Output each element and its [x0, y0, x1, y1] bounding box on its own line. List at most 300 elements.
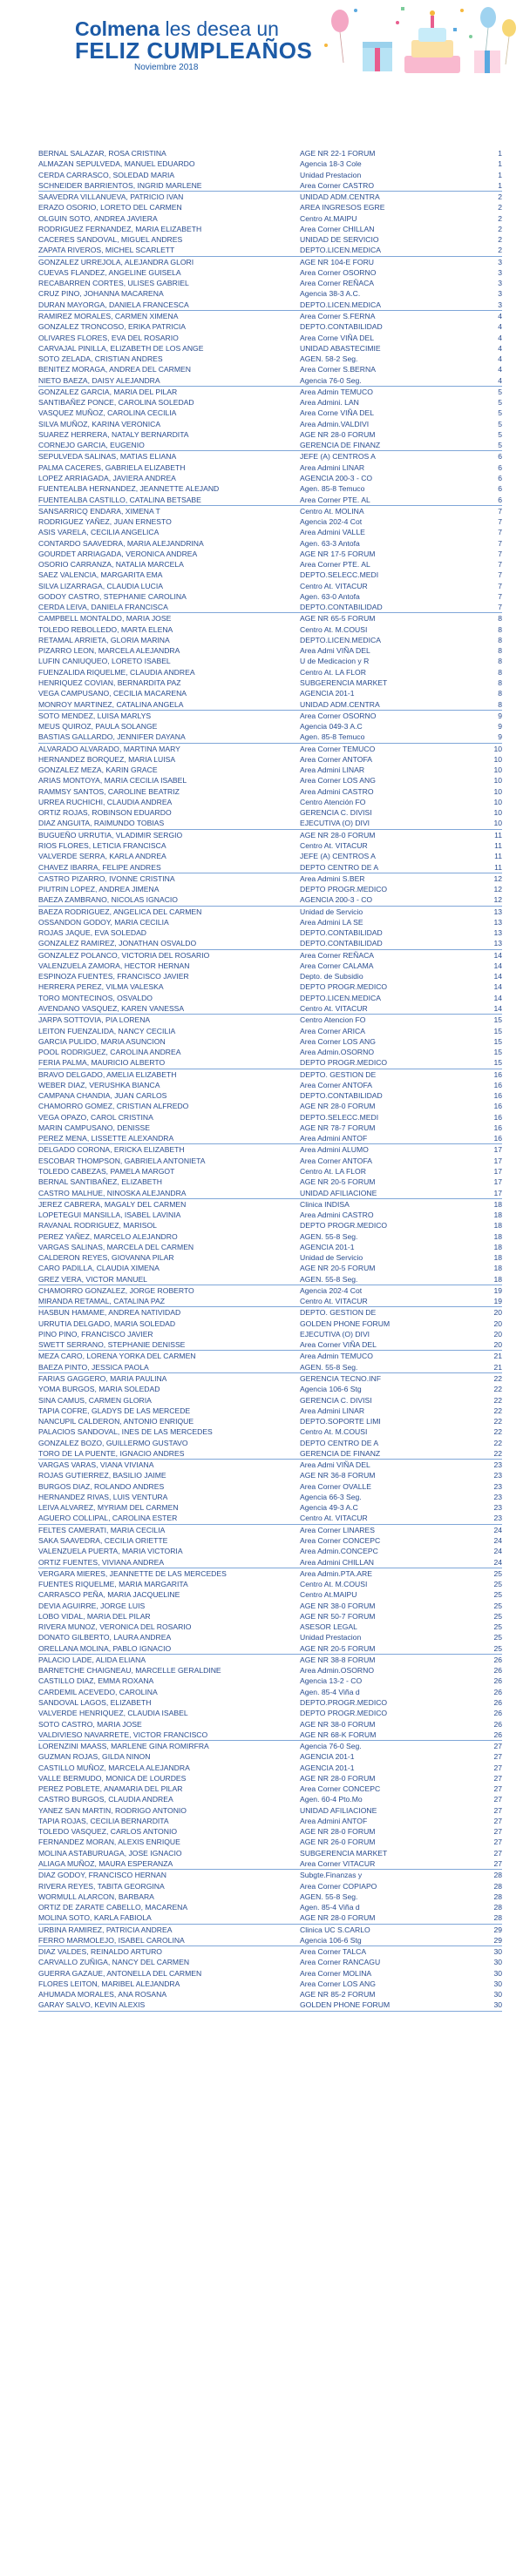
birthday-row: [38, 473, 502, 483]
birthday-day: 23: [493, 1481, 502, 1491]
birthday-day: 7: [498, 538, 502, 548]
birthday-row: [38, 721, 502, 732]
employee-unit: Centro At. VITACUR: [300, 1003, 368, 1013]
birthday-day: 29: [493, 1935, 502, 1945]
employee-unit: DEPTO.CONTABILIDAD: [300, 939, 383, 948]
employee-name: POOL RODRIGUEZ, CAROLINA ANDREA: [38, 1048, 181, 1057]
birthday-day: 27: [493, 1816, 502, 1825]
birthday-day: 27: [493, 1795, 502, 1804]
birthday-row: [38, 1557, 502, 1568]
birthday-day: 12: [493, 885, 502, 894]
birthday-day: 27: [493, 1773, 502, 1783]
employee-name: CALDERON REYES, GIOVANNA PILAR: [38, 1253, 174, 1263]
employee-name: CARVAJAL PINILLA, ELIZABETH DE LOS ANGE: [38, 343, 204, 353]
employee-unit: DEPTO.CONTABILIDAD: [300, 322, 383, 332]
employee-unit: Clinica INDISA: [300, 1199, 350, 1209]
employee-name: BENITEZ MORAGA, ANDREA DEL CARMEN: [38, 365, 191, 374]
birthday-row: [38, 1438, 502, 1448]
birthday-day: 18: [493, 1242, 502, 1251]
birthday-row: [38, 894, 502, 906]
birthday-day: 18: [493, 1231, 502, 1241]
employee-unit: AGENCIA 201-1: [300, 689, 355, 698]
employee-name: CASTRO PIZARRO, IVONNE CRISTINA: [38, 873, 175, 883]
birthday-row: [38, 1329, 502, 1339]
birthday-day: 14: [493, 972, 502, 981]
birthday-day: 10: [493, 744, 502, 753]
birthday-day: 26: [493, 1709, 502, 1718]
employee-unit: DEPTO PROGR.MEDICO: [300, 885, 388, 894]
employee-unit: DEPTO PROGR.MEDICO: [300, 1221, 388, 1231]
birthday-row: [38, 754, 502, 765]
employee-unit: Area Corner REÑACA: [300, 950, 375, 960]
employee-name: HENRIQUEZ COVIAN, BERNARDITA PAZ: [38, 678, 181, 688]
birthday-row: [38, 1784, 502, 1794]
birthday-row: [38, 1676, 502, 1686]
birthday-row: [38, 1426, 502, 1437]
birthday-row: [38, 1339, 502, 1351]
employee-unit: Area Corner OSORNO: [300, 267, 377, 277]
birthday-row: [38, 1968, 502, 1979]
employee-name: LOPETEGUI MANSILLA, ISABEL LAVINIA: [38, 1210, 181, 1220]
birthday-row: [38, 1589, 502, 1600]
employee-name: BUGUEÑO URRUTIA, VLADIMIR SERGIO: [38, 830, 183, 840]
birthday-row: [38, 1470, 502, 1480]
birthday-row: [38, 180, 502, 192]
employee-unit: AGE NR 78-7 FORUM: [300, 1123, 376, 1132]
employee-unit: Agencia 49-3 A.C: [300, 1503, 358, 1513]
birthday-row: [38, 1384, 502, 1394]
birthday-row: [38, 656, 502, 666]
employee-name: PALACIOS SANDOVAL, INES DE LAS MERCEDES: [38, 1427, 213, 1437]
birthday-day: 22: [493, 1448, 502, 1458]
employee-unit: UNIDAD ADM.CENTRA: [300, 699, 380, 709]
birthday-row: [38, 1395, 502, 1406]
employee-name: OLIVARES FLORES, EVA DEL ROSARIO: [38, 333, 179, 342]
birthday-row: [38, 1144, 502, 1155]
employee-unit: Area Admin TEMUCO: [300, 387, 373, 396]
birthday-row: [38, 1946, 502, 1957]
birthday-row: [38, 1902, 502, 1912]
birthday-day: 30: [493, 1979, 502, 1988]
employee-unit: UNIDAD AFILIACIONE: [300, 1805, 377, 1815]
employee-name: VARGAS SALINAS, MARCELA DEL CARMEN: [38, 1242, 194, 1251]
birthday-row: [38, 1925, 502, 1935]
employee-name: VALVERDE HENRIQUEZ, CLAUDIA ISABEL: [38, 1709, 188, 1718]
birthday-row: [38, 1601, 502, 1611]
birthday-row: [38, 1220, 502, 1231]
employee-name: HERRERA PEREZ, VILMA VALESKA: [38, 982, 164, 992]
employee-unit: Area Admini CHILLAN: [300, 1557, 375, 1567]
employee-name: DEVIA AGUIRRE, JORGE LUIS: [38, 1601, 146, 1610]
birthday-day: 17: [493, 1156, 502, 1165]
birthday-row: [38, 917, 502, 927]
birthday-day: 22: [493, 1385, 502, 1394]
employee-name: MONROY MARTINEZ, CATALINA ANGELA: [38, 699, 184, 709]
employee-unit: Depto. de Subsidio: [300, 972, 363, 981]
employee-name: GOURDET ARRIAGADA, VERONICA ANDREA: [38, 549, 198, 558]
employee-unit: Agencia 76-0 Seg.: [300, 375, 362, 385]
birthday-day: 6: [498, 484, 502, 494]
birthday-day: 22: [493, 1395, 502, 1405]
employee-name: VEGA OPAZO, CAROL CRISTINA: [38, 1112, 153, 1122]
employee-unit: AGE NR 28-0 FORUM: [300, 1102, 376, 1111]
birthday-day: 14: [493, 950, 502, 960]
employee-unit: Area Corner COPIAPO: [300, 1881, 377, 1891]
birthday-day: 11: [494, 852, 502, 861]
birthday-row: [38, 971, 502, 981]
birthday-row: [38, 1231, 502, 1242]
employee-unit: Agencia 66-3 Seg.: [300, 1492, 362, 1501]
birthday-row: [38, 1858, 502, 1870]
birthday-row: [38, 1892, 502, 1902]
employee-unit: Centro At. MOLINA: [300, 506, 364, 516]
birthday-row: [38, 387, 502, 397]
employee-unit: AREA INGRESOS EGRE: [300, 203, 385, 212]
birthday-day: 24: [493, 1547, 502, 1556]
employee-unit: DEPTO.LICEN.MEDICA: [300, 300, 381, 309]
birthday-day: 27: [493, 1858, 502, 1868]
birthday-row: [38, 1502, 502, 1513]
birthday-row: [38, 1837, 502, 1847]
employee-name: GONZALEZ POLANCO, VICTORIA DEL ROSARIO: [38, 950, 210, 960]
birthday-day: 25: [493, 1622, 502, 1632]
birthday-day: 9: [498, 732, 502, 742]
employee-unit: Clinica UC S.CARLO: [300, 1925, 370, 1934]
employee-unit: Agencia 76-0 Seg.: [300, 1742, 362, 1751]
birthday-day: 26: [493, 1676, 502, 1686]
employee-name: PINO PINO, FRANCISCO JAVIER: [38, 1329, 153, 1339]
birthday-day: 2: [498, 192, 502, 202]
birthday-day: 30: [493, 1968, 502, 1978]
birthday-row: [38, 213, 502, 224]
employee-name: GUZMAN ROJAS, GILDA NINON: [38, 1752, 151, 1762]
birthday-row: [38, 732, 502, 743]
birthday-day: 8: [498, 646, 502, 656]
birthday-day: 23: [493, 1503, 502, 1513]
birthday-row: [38, 873, 502, 884]
birthday-day: 28: [493, 1871, 502, 1880]
employee-unit: Centro At. M.COUSI: [300, 1580, 368, 1589]
birthday-row: [38, 1242, 502, 1252]
employee-name: ERAZO OSORIO, LORETO DEL CARMEN: [38, 203, 182, 212]
employee-unit: AGE NR 65-5 FORUM: [300, 614, 376, 624]
page-title: FELIZ CUMPLEAÑOS: [75, 37, 313, 64]
employee-unit: Area Admini LINAR: [300, 462, 365, 472]
birthday-day: 18: [493, 1221, 502, 1231]
birthday-day: 11: [494, 862, 502, 872]
birthday-row: [38, 950, 502, 961]
birthday-row: [38, 148, 502, 158]
employee-name: CASTRO MALHUE, NINOSKA ALEJANDRA: [38, 1188, 187, 1197]
employee-name: ORTIZ ROJAS, ROBINSON EDUARDO: [38, 808, 172, 818]
employee-unit: Centro At.MAIPU: [300, 213, 357, 223]
employee-name: VALENZUELA ZAMORA, HECTOR HERNAN: [38, 961, 190, 970]
birthday-day: 27: [493, 1784, 502, 1794]
employee-name: SCHNEIDER BARRIENTOS, INGRID MARLENE: [38, 180, 202, 190]
employee-name: CUEVAS FLANDEZ, ANGELINE GUISELA: [38, 267, 181, 277]
birthday-row: [38, 1643, 502, 1655]
birthday-day: 20: [493, 1329, 502, 1339]
employee-unit: Area Corner LOS ANG: [300, 776, 376, 786]
employee-unit: AGE NR 20-5 FORUM: [300, 1177, 376, 1187]
birthday-row: [38, 570, 502, 580]
birthday-row: [38, 192, 502, 202]
employee-name: TOLEDO CABEZAS, PAMELA MARGOT: [38, 1166, 175, 1176]
employee-unit: DEPTO PROGR.MEDICO: [300, 1709, 388, 1718]
birthday-row: [38, 581, 502, 591]
birthday-row: [38, 1492, 502, 1502]
employee-name: CARDEMIL ACEVEDO, CAROLINA: [38, 1687, 158, 1696]
birthday-day: 27: [493, 1742, 502, 1751]
birthday-row: [38, 1036, 502, 1047]
birthday-row: [38, 1362, 502, 1373]
birthday-row: [38, 1416, 502, 1426]
birthday-row: [38, 1655, 502, 1665]
birthday-row: [38, 818, 502, 829]
employee-name: GODOY CASTRO, STEPHANIE CAROLINA: [38, 591, 187, 601]
birthday-day: 10: [493, 786, 502, 796]
employee-unit: Area Corner CONCEPC: [300, 1784, 381, 1794]
birthday-day: 22: [493, 1427, 502, 1437]
employee-name: ESPINOZA FUENTES, FRANCISCO JAVIER: [38, 972, 189, 981]
employee-name: BERNAL SALAZAR, ROSA CRISTINA: [38, 149, 166, 158]
employee-name: NIETO BAEZA, DAISY ALEJANDRA: [38, 375, 160, 385]
birthday-day: 6: [498, 495, 502, 504]
employee-name: FLORES LEITON, MARIBEL ALEJANDRA: [38, 1979, 180, 1988]
employee-name: TAPIA ROJAS, CECILIA BERNARDITA: [38, 1816, 169, 1825]
birthday-row: [38, 170, 502, 180]
employee-unit: Area Corner PTE. AL: [300, 495, 370, 504]
employee-unit: AGE NR 28-0 FORUM: [300, 830, 376, 840]
employee-unit: Area Admini ANTOF: [300, 1816, 368, 1825]
birthday-day: 25: [493, 1633, 502, 1642]
birthday-row: [38, 495, 502, 506]
birthday-row: [38, 1015, 502, 1025]
employee-name: BAEZA PINTO, JESSICA PAOLA: [38, 1362, 149, 1372]
birthday-row: [38, 462, 502, 473]
birthday-table: [38, 148, 502, 2012]
birthday-day: 14: [493, 982, 502, 992]
birthday-day: 26: [493, 1666, 502, 1676]
employee-unit: Area Admini LA SE: [300, 917, 363, 927]
employee-name: AHUMADA MORALES, ANA ROSANA: [38, 1990, 167, 1999]
birthday-day: 4: [498, 354, 502, 364]
birthday-day: 30: [493, 1958, 502, 1967]
employee-unit: Agencia 202-4 Cot: [300, 517, 363, 527]
birthday-row: [38, 1057, 502, 1069]
employee-name: AGUERO COLLIPAL, CAROLINA ESTER: [38, 1514, 178, 1523]
employee-name: FARIAS GAGGERO, MARIA PAULINA: [38, 1374, 167, 1384]
employee-name: FELTES CAMERATI, MARIA CECILIA: [38, 1525, 166, 1534]
birthday-day: 7: [498, 570, 502, 580]
employee-unit: Agen. 85-8 Temuco: [300, 484, 365, 494]
employee-name: PEREZ POBLETE, ANAMARIA DEL PILAR: [38, 1784, 183, 1794]
birthday-day: 12: [493, 873, 502, 883]
birthday-day: 10: [493, 754, 502, 764]
employee-name: CHAMORRO GOMEZ, CRISTIAN ALFREDO: [38, 1102, 189, 1111]
birthday-day: 8: [498, 624, 502, 634]
employee-name: GONZALEZ GARCIA, MARIA DEL PILAR: [38, 387, 178, 396]
birthday-day: 6: [498, 473, 502, 482]
birthday-row: [38, 602, 502, 613]
employee-name: GREZ VERA, VICTOR MANUEL: [38, 1274, 147, 1284]
birthday-day: 10: [493, 819, 502, 828]
employee-unit: Unidad Prestacion: [300, 1633, 362, 1642]
employee-name: HERNANDEZ RIVAS, LUIS VENTURA: [38, 1492, 168, 1501]
employee-name: SWETT SERRANO, STEPHANIE DENISSE: [38, 1340, 186, 1350]
birthday-row: [38, 311, 502, 321]
birthday-day: 8: [498, 689, 502, 698]
birthday-day: 27: [493, 1838, 502, 1847]
birthday-row: [38, 1210, 502, 1220]
birthday-day: 16: [493, 1123, 502, 1132]
employee-unit: Area Admi VIÑA DEL: [300, 1460, 370, 1470]
birthday-day: 20: [493, 1340, 502, 1350]
employee-unit: AGE NR 22-1 FORUM: [300, 149, 376, 158]
employee-name: VALDIVIESO NAVARRETE, VICTOR FRANCISCO: [38, 1730, 208, 1739]
birthday-row: [38, 591, 502, 602]
employee-name: BAEZA ZAMBRANO, NICOLAS IGNACIO: [38, 895, 178, 905]
birthday-row: [38, 1373, 502, 1384]
employee-unit: DEPTO PROGR.MEDICO: [300, 982, 388, 992]
employee-unit: Unidad Prestacion: [300, 170, 362, 179]
employee-unit: Area Corner LOS ANG: [300, 1036, 376, 1046]
birthday-row: [38, 699, 502, 711]
birthday-day: 13: [493, 939, 502, 948]
employee-name: RETAMAL ARRIETA, GLORIA MARINA: [38, 635, 170, 644]
employee-name: PALACIO LADE, ALIDA ELIANA: [38, 1655, 146, 1664]
employee-name: SANSARRICQ ENDARA, XIMENA T: [38, 506, 160, 516]
birthday-day: 16: [493, 1069, 502, 1079]
page-subtitle: Noviembre 2018: [134, 63, 199, 72]
birthday-row: [38, 1188, 502, 1199]
employee-name: DURAN MAYORGA, DANIELA FRANCESCA: [38, 300, 189, 309]
employee-unit: AGENCIA 200-3 - CO: [300, 473, 373, 482]
birthday-row: [38, 257, 502, 267]
employee-unit: Area Admin.CONCEPC: [300, 1547, 378, 1556]
employee-unit: DEPTO.LICEN.MEDICA: [300, 635, 381, 644]
employee-name: ROJAS GUTIERREZ, BASILIO JAIME: [38, 1471, 166, 1480]
employee-unit: Area Admin.OSORNO: [300, 1048, 375, 1057]
birthday-day: 22: [493, 1438, 502, 1447]
birthday-row: [38, 158, 502, 169]
birthday-day: 26: [493, 1697, 502, 1707]
birthday-day: 19: [493, 1297, 502, 1306]
employee-unit: Agencia 106-6 Stg: [300, 1385, 362, 1394]
employee-name: BURGOS DIAZ, ROLANDO ANDRES: [38, 1481, 165, 1491]
employee-unit: EJECUTIVA (O) DIVI: [300, 1329, 370, 1339]
birthday-day: 10: [493, 797, 502, 806]
birthday-day: 15: [493, 1048, 502, 1057]
employee-name: ZAPATA RIVEROS, MICHEL SCARLETT: [38, 246, 175, 255]
employee-unit: Area Corner VIÑA DEL: [300, 1340, 377, 1350]
employee-unit: UNIDAD AFILIACIONE: [300, 1188, 377, 1197]
birthday-row: [38, 1252, 502, 1263]
birthday-row: [38, 744, 502, 754]
birthday-row: [38, 527, 502, 537]
birthday-day: 1: [498, 159, 502, 169]
employee-name: JEREZ CABRERA, MAGALY DEL CARMEN: [38, 1199, 187, 1209]
employee-name: WORMULL ALARCON, BARBARA: [38, 1892, 154, 1901]
employee-name: CERDA LEIVA, DANIELA FRANCISCA: [38, 603, 168, 612]
employee-unit: Area Corner REÑACA: [300, 279, 375, 288]
employee-unit: AGE NR 68-K FORUM: [300, 1730, 377, 1739]
birthday-day: 4: [498, 311, 502, 320]
birthday-row: [38, 1579, 502, 1589]
birthday-row: [38, 1763, 502, 1773]
birthday-row: [38, 1481, 502, 1492]
employee-name: CRUZ PINO, JOHANNA MACARENA: [38, 289, 164, 299]
birthday-row: [38, 645, 502, 656]
birthday-row: [38, 538, 502, 549]
employee-name: ASIS VARELA, CECILIA ANGELICA: [38, 528, 160, 537]
employee-name: TORO DE LA PUENTE, IGNACIO ANDRES: [38, 1448, 185, 1458]
employee-unit: DEPTO. GESTION DE: [300, 1308, 377, 1318]
employee-name: RODRIGUEZ FERNANDEZ, MARIA ELIZABETH: [38, 224, 202, 233]
birthday-day: 28: [493, 1903, 502, 1912]
employee-name: GARAY SALVO, KEVIN ALEXIS: [38, 2000, 146, 2010]
birthday-day: 20: [493, 1308, 502, 1318]
employee-name: JARPA SOTTOVIA, PIA LORENA: [38, 1015, 151, 1025]
birthday-row: [38, 1848, 502, 1858]
birthday-row: [38, 1935, 502, 1946]
birthday-day: 4: [498, 343, 502, 353]
birthday-day: 23: [493, 1492, 502, 1501]
birthday-day: 6: [498, 452, 502, 462]
birthday-day: 8: [498, 667, 502, 677]
employee-name: URREA RUCHICHI, CLAUDIA ANDREA: [38, 797, 173, 806]
employee-unit: Agen. 85-8 Temuco: [300, 732, 365, 742]
employee-name: SILVA MUÑOZ, KARINA VERONICA: [38, 419, 161, 428]
birthday-row: [38, 440, 502, 451]
employee-name: SINA CAMUS, CARMEN GLORIA: [38, 1395, 152, 1405]
birthday-day: 27: [493, 1763, 502, 1772]
employee-name: BASTIAS GALLARDO, JENNIFER DAYANA: [38, 732, 186, 742]
birthday-day: 22: [493, 1374, 502, 1384]
employee-unit: Area Corner ANTOFA: [300, 754, 372, 764]
birthday-row: [38, 549, 502, 559]
birthday-row: [38, 1632, 502, 1642]
birthday-row: [38, 224, 502, 234]
birthday-row: [38, 1881, 502, 1892]
birthday-day: 26: [493, 1687, 502, 1696]
birthday-row: [38, 408, 502, 418]
birthday-day: 27: [493, 1827, 502, 1837]
employee-unit: GERENCIA C. DIVISI: [300, 1395, 372, 1405]
birthday-day: 14: [493, 1003, 502, 1013]
birthday-day: 3: [498, 279, 502, 288]
birthday-day: 10: [493, 808, 502, 818]
birthday-row: [38, 797, 502, 807]
birthday-day: 2: [498, 246, 502, 255]
birthday-day: 3: [498, 289, 502, 299]
birthday-row: [38, 516, 502, 527]
employee-unit: Centro At. LA FLOR: [300, 1166, 366, 1176]
birthday-day: 25: [493, 1643, 502, 1653]
birthday-day: 27: [493, 1805, 502, 1815]
employee-unit: AGE NR 28-0 FORUM: [300, 1773, 376, 1783]
birthday-day: 25: [493, 1590, 502, 1600]
birthday-row: [38, 1665, 502, 1676]
birthday-row: [38, 333, 502, 343]
employee-name: RECABARREN CORTES, ULISES GABRIEL: [38, 279, 189, 288]
birthday-day: 13: [493, 907, 502, 916]
employee-unit: AGENCIA 201-1: [300, 1752, 355, 1762]
employee-unit: GOLDEN PHONE FORUM: [300, 1318, 391, 1328]
employee-name: BRAVO DELGADO, AMELIA ELIZABETH: [38, 1069, 177, 1079]
birthday-day: 18: [493, 1199, 502, 1209]
birthday-day: 26: [493, 1730, 502, 1739]
